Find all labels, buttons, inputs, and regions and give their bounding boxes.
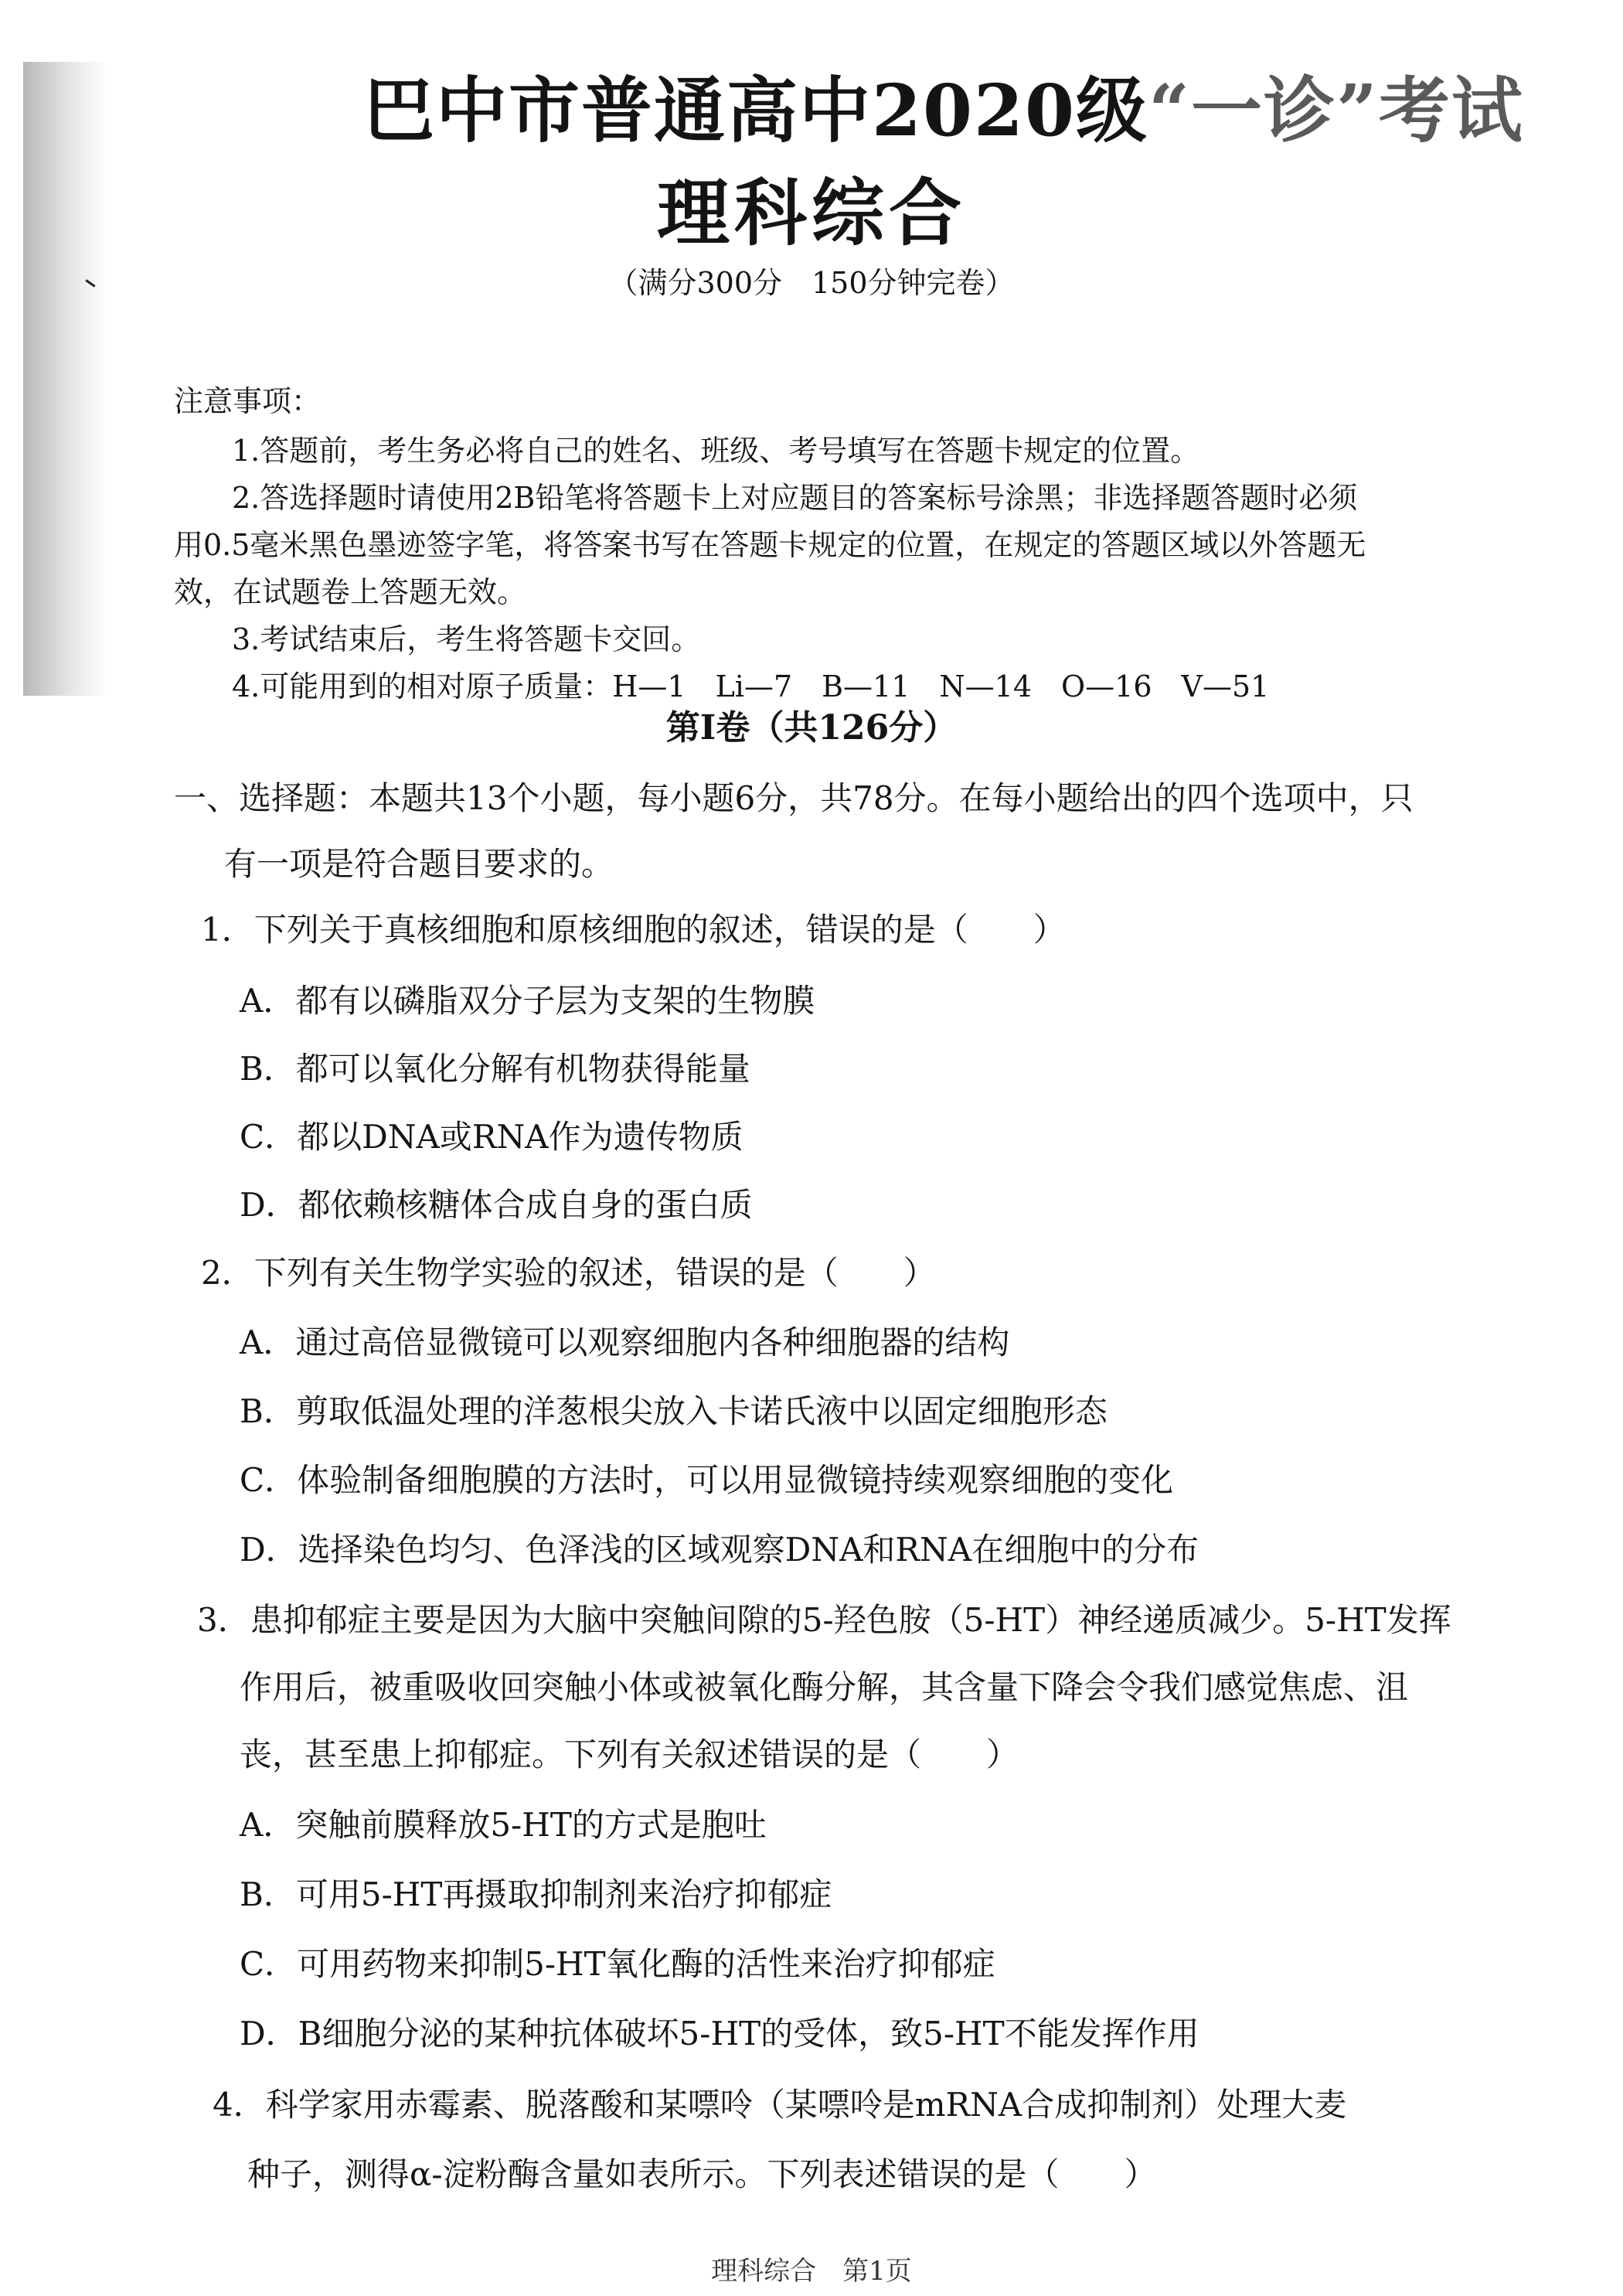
section-title: 第Ⅰ卷（共126分）: [665, 708, 958, 748]
notice-item: 2.答选择题时请使用2B铅笔将答题卡上对应题目的答案标号涂黑；非选择题答题时必须: [232, 481, 1358, 515]
question-option: C．都以DNA或RNA作为遗传物质: [240, 1118, 743, 1156]
question-stem: 3．患抑郁症主要是因为大脑中突触间隙的5-羟色胺（5-HT）神经递质减少。5-HT发挥: [197, 1601, 1451, 1639]
notice-item: 4.可能用到的相对原子质量：H—1 Li—7 B—11 N—14 O—16 V—51: [232, 669, 1270, 703]
section-intro: 一、选择题：本题共13个小题，每小题6分，共78分。在每小题给出的四个选项中，只: [174, 779, 1414, 817]
exam-title-faded: “一诊”考试: [1148, 69, 1524, 152]
question-option: D．都依赖核糖体合成自身的蛋白质: [240, 1186, 753, 1224]
notice-item: 效，在试题卷上答题无效。: [174, 575, 527, 609]
question-stem: 2．下列有关生物学实验的叙述，错误的是（ ）: [201, 1254, 936, 1292]
exam-title: [363, 54, 1524, 156]
section-intro-cont: 有一项是符合题目要求的。: [224, 845, 614, 883]
question-option: D．选择染色均匀、色泽浅的区域观察DNA和RNA在细胞中的分布: [240, 1531, 1199, 1569]
exam-score-time: （满分300分 150分钟完卷）: [608, 266, 1015, 300]
page-footer: 理科综合 第1页: [711, 2256, 912, 2287]
exam-subject: 理科综合: [656, 171, 966, 256]
question-option: B．都可以氧化分解有机物获得能量: [240, 1050, 750, 1088]
notice-item: 1.答题前，考生务必将自己的姓名、班级、考号填写在答题卡规定的位置。: [232, 434, 1200, 468]
question-option: D．B细胞分泌的某种抗体破坏5-HT的受体，致5-HT不能发挥作用: [240, 2015, 1199, 2052]
question-stem-cont: 丧，甚至患上抑郁症。下列有关叙述错误的是（ ）: [240, 1736, 1019, 1773]
question-option: A．都有以磷脂双分子层为支架的生物膜: [240, 982, 815, 1020]
exam-title-main: 巴中市普通高中2020级: [363, 69, 1149, 152]
notice-item: 3.考试结束后，考生将答题卡交回。: [232, 622, 701, 656]
question-option: C．可用药物来抑制5-HT氧化酶的活性来治疗抑郁症: [240, 1945, 995, 1983]
question-option: C．体验制备细胞膜的方法时，可以用显微镜持续观察细胞的变化: [240, 1461, 1174, 1499]
question-option: A．通过高倍显微镜可以观察细胞内各种细胞器的结构: [240, 1323, 1010, 1361]
question-option: B．剪取低温处理的洋葱根尖放入卡诺氏液中以固定细胞形态: [240, 1392, 1108, 1430]
question-stem: 4．科学家用赤霉素、脱落酸和某嘌呤（某嘌呤是mRNA合成抑制剂）处理大麦: [213, 2086, 1347, 2124]
question-stem: 1．下列关于真核细胞和原核细胞的叙述，错误的是（ ）: [201, 911, 1066, 949]
notice-item: 用0.5毫米黑色墨迹签字笔，将答案书写在答题卡规定的位置，在规定的答题区域以外答题无: [174, 528, 1366, 562]
question-option: B．可用5-HT再摄取抑制剂来治疗抑郁症: [240, 1875, 832, 1913]
notice-heading: 注意事项：: [174, 384, 322, 418]
question-stem-cont: 种子，测得α-淀粉酶含量如表所示。下列表述错误的是（ ）: [247, 2155, 1157, 2193]
question-option: A．突触前膜释放5-HT的方式是胞吐: [240, 1806, 767, 1844]
question-stem-cont: 作用后，被重吸收回突触小体或被氧化酶分解，其含量下降会令我们感觉焦虑、沮: [240, 1668, 1409, 1706]
